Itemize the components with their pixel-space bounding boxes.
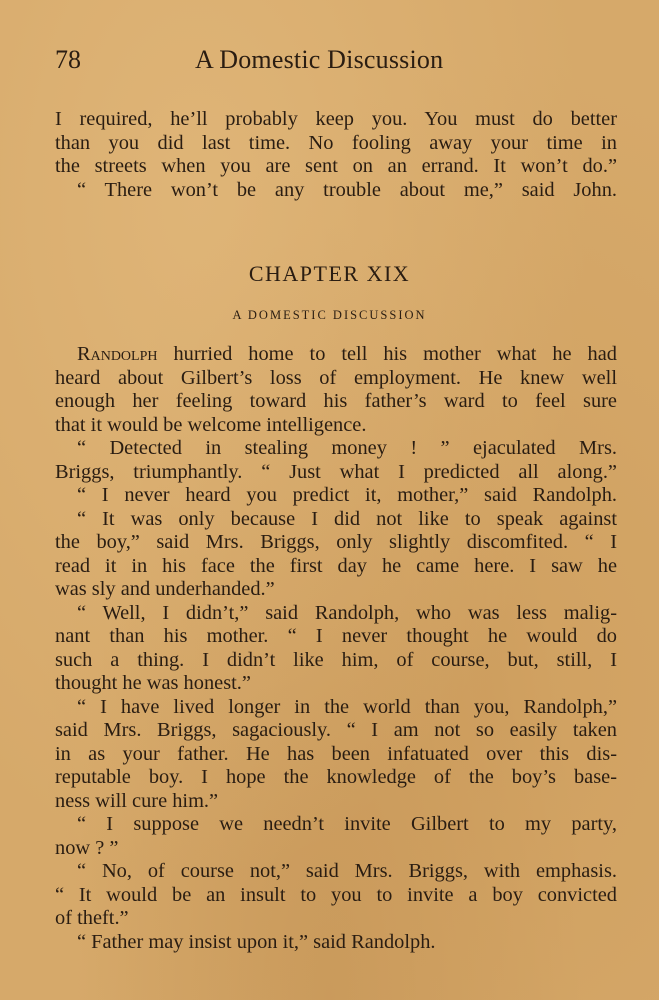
text-line: “ Well, I didn’t,” said Randolph, who was less malig-: [77, 601, 617, 624]
chapter-body: [55, 343, 617, 954]
text-line: reputable boy. I hope the knowledge of the boy’s base-: [55, 766, 617, 788]
text-line: “ I have lived longer in the world than you, Randolph,”: [77, 695, 617, 718]
text-line: I required, he’ll probably keep you. You must do better: [55, 108, 617, 130]
page-header: [55, 42, 617, 78]
running-head: A Domestic Discussion: [195, 45, 444, 74]
text-line: ness will cure him.”: [55, 789, 219, 812]
chapter-title: CHAPTER XIX: [248, 261, 411, 286]
text-line: read it in his face the first day he came here. I saw he: [55, 554, 617, 577]
text-line: “ It would be an insult to you to invite a boy convicted: [55, 883, 617, 906]
chapter-subtitle: A DOMESTIC DISCUSSION: [232, 308, 427, 322]
text-line: such a thing. I didn’t like him, of course, but, still, I: [55, 648, 617, 671]
text-line: said Mrs. Briggs, sagaciously. “ I am not so easily taken: [55, 719, 617, 741]
text-line: than you did last time. No fooling away your time in: [55, 131, 617, 154]
text-line: “ I suppose we needn’t invite Gilbert to my party,: [77, 813, 617, 835]
text-line: heard about Gilbert’s loss of employment. He knew well: [55, 366, 617, 389]
text-line: the streets when you are sent on an errand. It won’t do.”: [55, 155, 617, 177]
text-line: the boy,” said Mrs. Briggs, only slightly discomfited. “ I: [55, 531, 617, 553]
text-line: “ Detected in stealing money ! ” ejaculated Mrs.: [77, 437, 617, 459]
text-line: “ It was only because I did not like to speak against: [77, 507, 617, 530]
text-line: “ There won’t be any trouble about me,” said John.: [77, 178, 617, 201]
text-line: “ No, of course not,” said Mrs. Briggs, with emphasis.: [77, 860, 617, 882]
opening-word: Randolph: [77, 343, 158, 365]
continued-paragraph: [55, 108, 617, 202]
text-line: of theft.”: [55, 907, 129, 929]
text-line: in as your father. He has been infatuated over this dis-: [55, 742, 617, 765]
text-line: “ Father may insist upon it,” said Randolph.: [77, 930, 436, 953]
text-line: “ I never heard you predict it, mother,” said Randolph.: [77, 484, 617, 506]
opening-line: [55, 343, 617, 367]
text-line: Briggs, triumphantly. “ Just what I predicted all along.”: [55, 460, 617, 483]
text-line: was sly and underhanded.”: [55, 578, 275, 600]
text-line: that it would be welcome intelligence.: [55, 413, 367, 436]
text-line: now ? ”: [55, 836, 119, 859]
page-number: 78: [55, 45, 81, 74]
opening-line-rest: hurried home to tell his mother what he had: [157, 343, 617, 365]
text-line: thought he was honest.”: [55, 672, 251, 694]
text-line: enough her feeling toward his father’s ward to feel sure: [55, 390, 617, 412]
text-line: nant than his mother. “ I never thought he would do: [55, 625, 617, 647]
